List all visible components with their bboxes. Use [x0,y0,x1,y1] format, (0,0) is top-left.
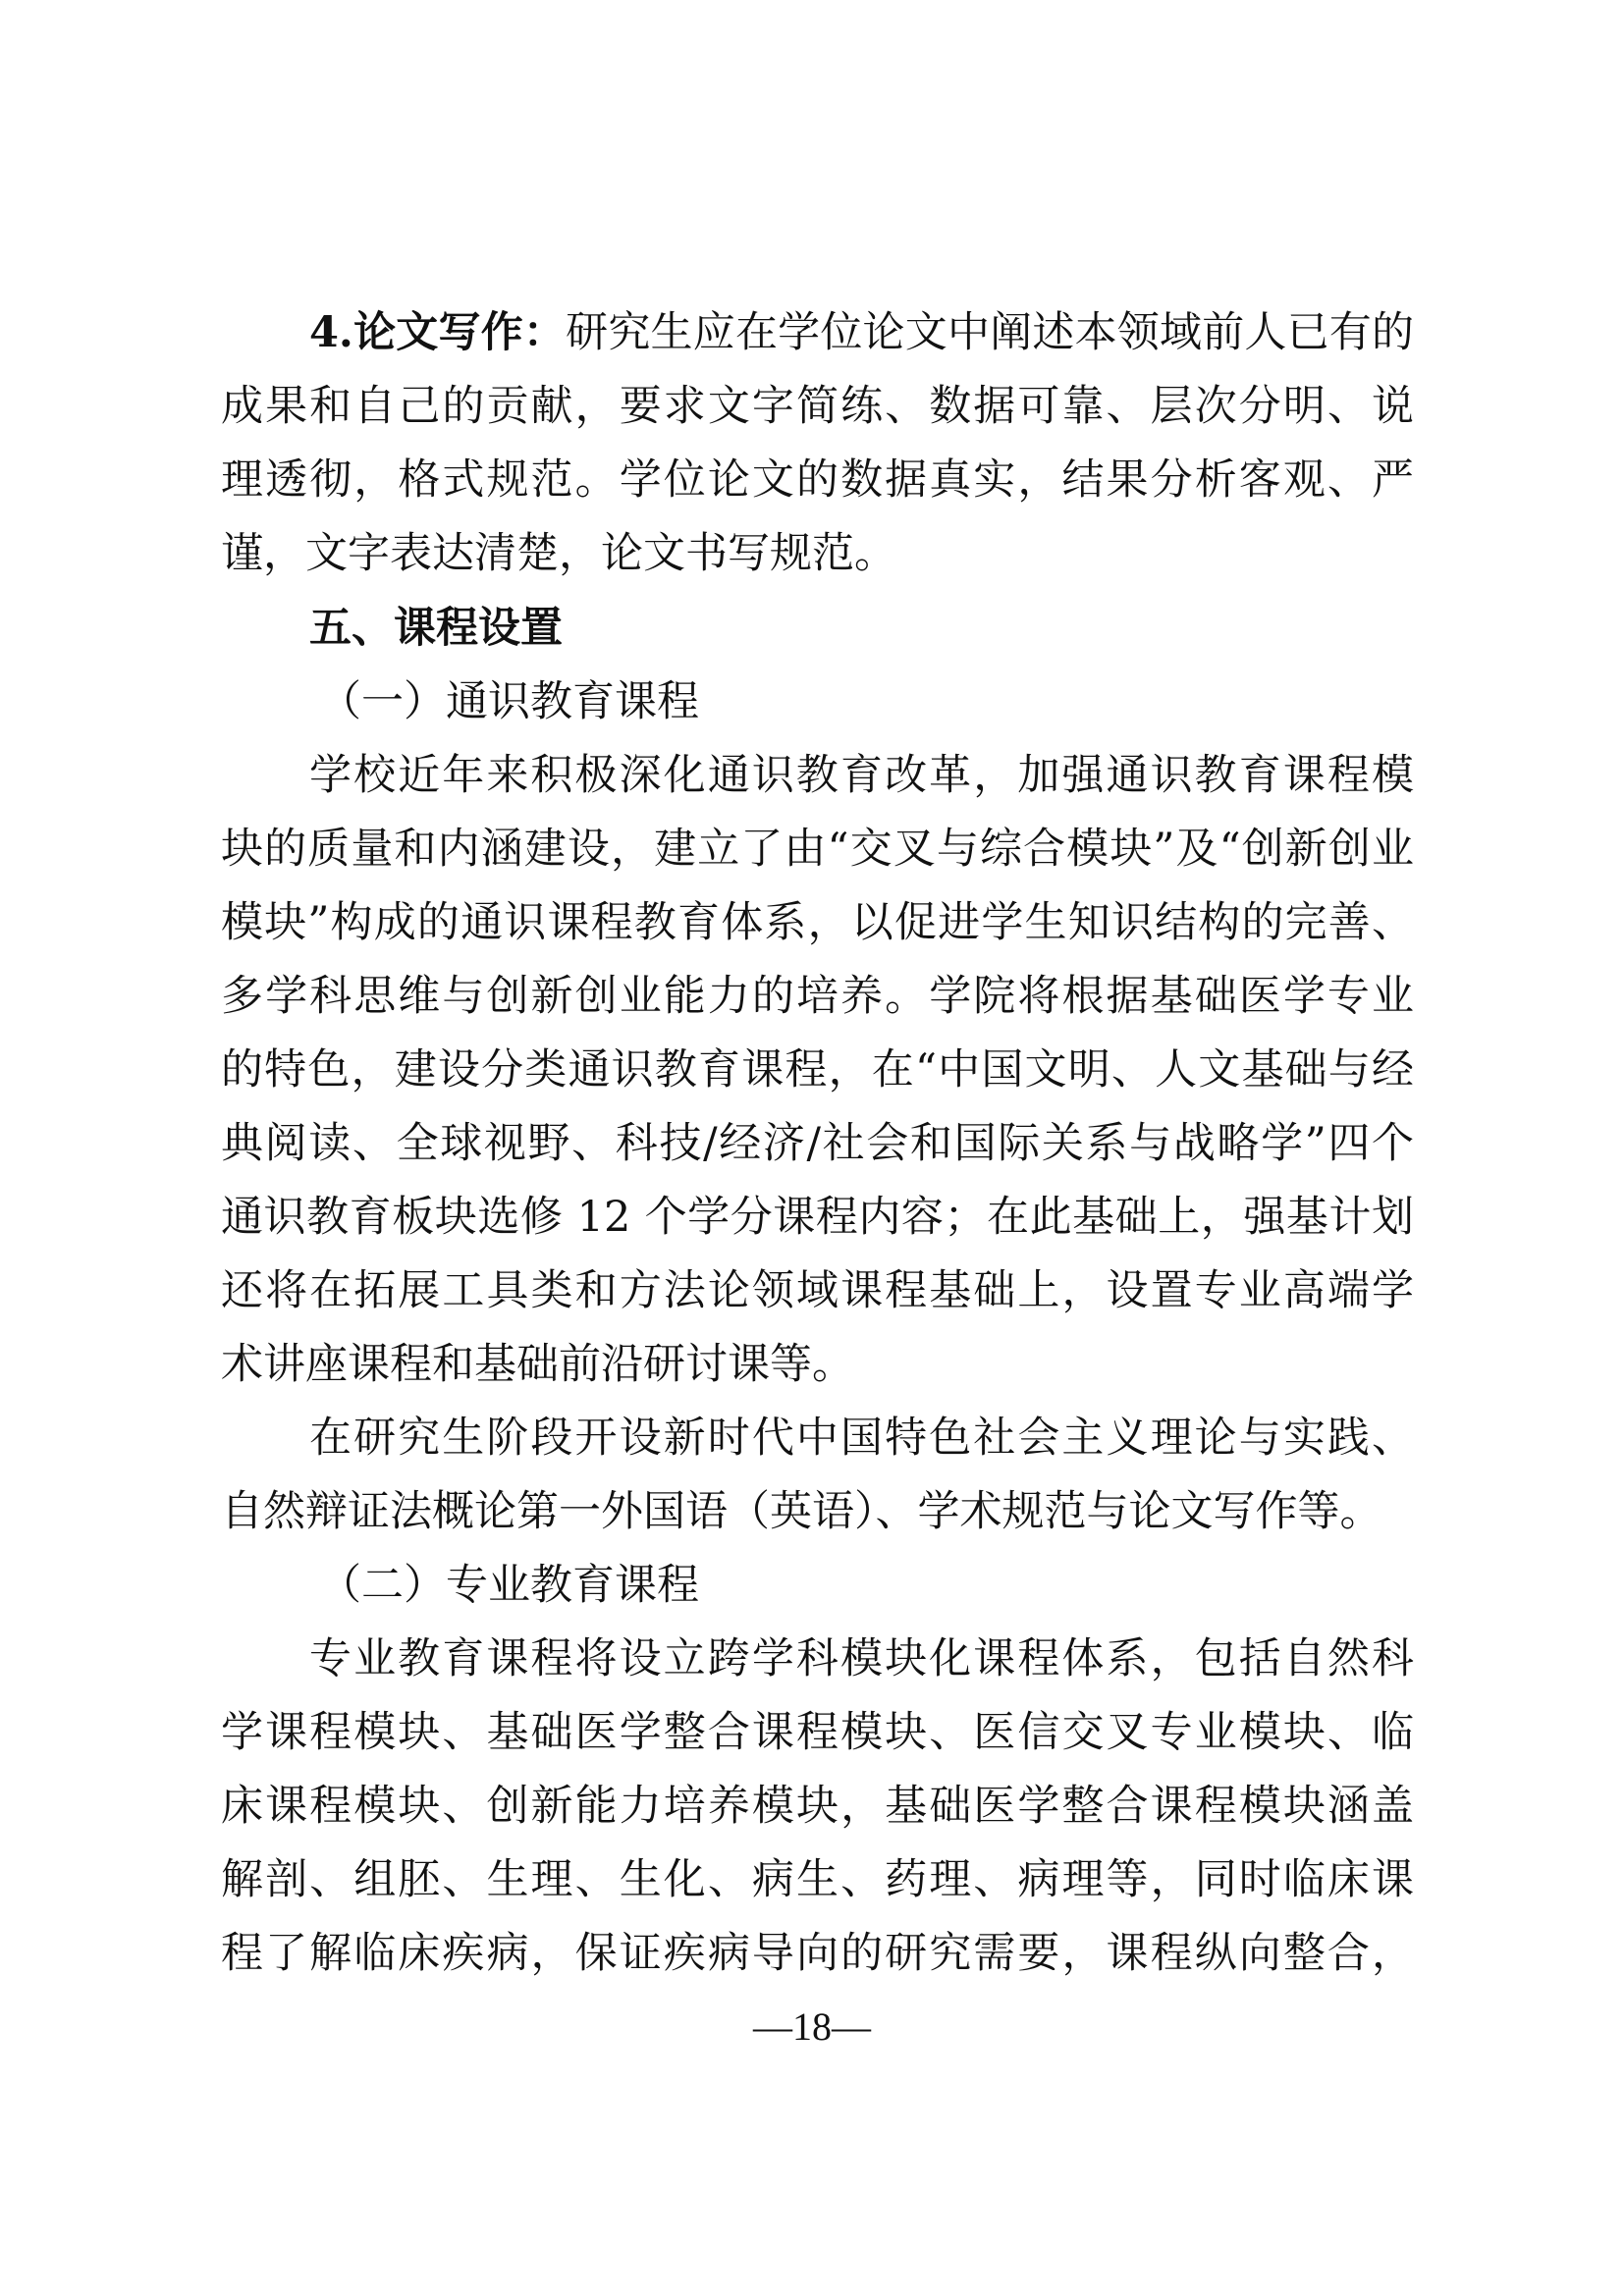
paragraph-general-education-line-1: 学校近年来积极深化通识教育改革，加强通识教育课程模 [309,751,1414,800]
paragraph-professional-education-line-5: 程了解临床疾病，保证疾病导向的研究需要，课程纵向整合， [221,1929,1414,1978]
paragraph-professional-education-line-4: 解剖、组胚、生理、生化、病生、药理、病理等，同时临床课 [221,1855,1414,1904]
paragraph-general-education-line-3: 模块”构成的通识课程教育体系，以促进学生知识结构的完善、 [221,898,1414,947]
paragraph-professional-education-line-2: 学课程模块、基础医学整合课程模块、医信交叉专业模块、临 [221,1708,1414,1757]
paragraph-thesis-writing-line-3: 理透彻，格式规范。学位论文的数据真实，结果分析客观、严 [221,455,1414,505]
paragraph-thesis-writing-line-2: 成果和自己的贡献，要求文字简练、数据可靠、层次分明、说 [221,382,1414,431]
paragraph-professional-education-line-3: 床课程模块、创新能力培养模块，基础医学整合课程模块涵盖 [221,1782,1414,1831]
paragraph-general-education-line-6: 典阅读、全球视野、科技/经济/社会和国际关系与战略学”四个 [221,1119,1414,1168]
paragraph-thesis-writing-line-4: 谨，文字表达清楚，论文书写规范。 [221,529,896,578]
subsection-professional-education: （二）专业教育课程 [319,1561,699,1610]
subsection-general-education: （一）通识教育课程 [319,677,699,726]
document-page [221,0,1414,2296]
thesis-writing-lead: 4.论文写作： [309,308,567,357]
paragraph-general-education-line-8: 还将在拓展工具类和方法论领域课程基础上，设置专业高端学 [221,1266,1414,1315]
paragraph-general-education-line-7: 通识教育板块选修 12 个学分课程内容；在此基础上，强基计划 [221,1193,1414,1242]
paragraph-general-education-line-4: 多学科思维与创新创业能力的培养。学院将根据基础医学专业 [221,972,1414,1021]
section-heading-course-setup: 五、课程设置 [309,604,563,653]
paragraph-general-education-line-5: 的特色，建设分类通识教育课程，在“中国文明、人文基础与经 [221,1045,1414,1095]
paragraph-graduate-courses-line-1: 在研究生阶段开设新时代中国特色社会主义理论与实践、 [309,1414,1414,1463]
paragraph-general-education-line-2: 块的质量和内涵建设，建立了由“交叉与综合模块”及“创新创业 [221,825,1414,874]
paragraph-thesis-writing-line-1 [221,296,1414,370]
paragraph-professional-education-line-1: 专业教育课程将设立跨学科模块化课程体系，包括自然科 [309,1634,1414,1683]
paragraph-graduate-courses-line-2: 自然辩证法概论第一外国语（英语）、学术规范与论文写作等。 [221,1487,1382,1536]
thesis-writing-text: 研究生应在学位论文中阐述本领域前人已有的 [566,308,1414,357]
paragraph-general-education-line-9: 术讲座课程和基础前沿研讨课等。 [221,1340,854,1389]
page-number: —18— [753,2004,871,2049]
